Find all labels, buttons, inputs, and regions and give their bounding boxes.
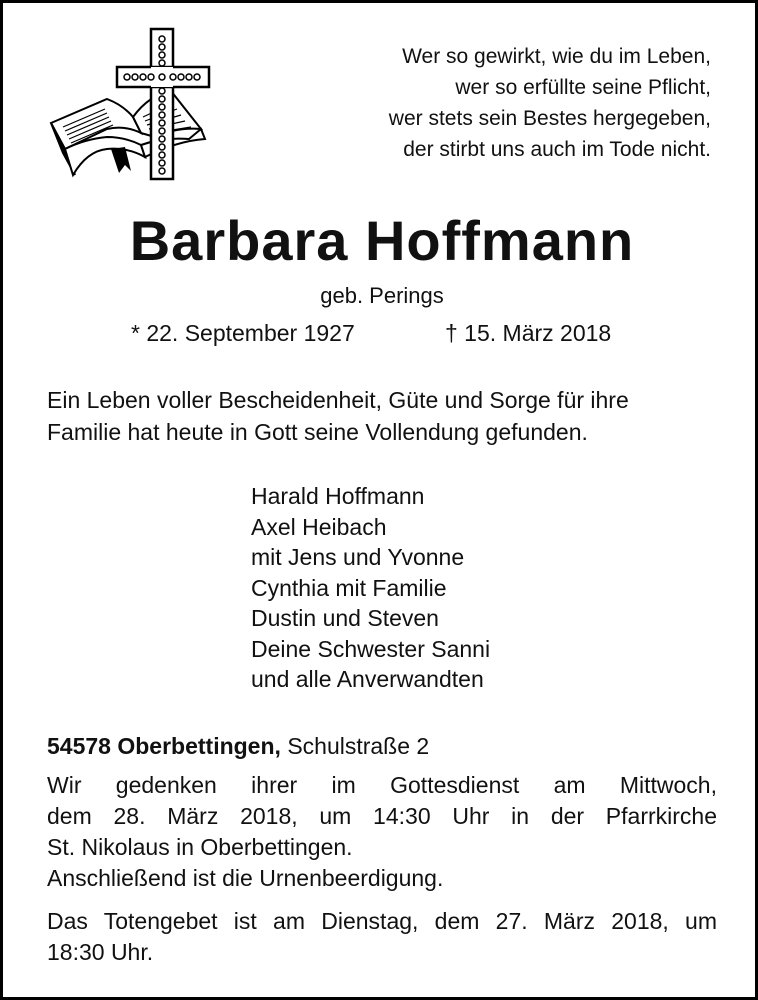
mourner: Harald Hoffmann: [251, 483, 425, 509]
memorial-poem: [389, 41, 711, 165]
mourning-address: [47, 731, 429, 761]
service-line: St. Nikolaus in Oberbettingen.: [47, 834, 353, 860]
service-line: dem 28. März 2018, um 14:30 Uhr in der Pfarrkirche: [47, 803, 717, 829]
service-info: [47, 770, 717, 894]
mourner: und alle Anverwandten: [251, 666, 484, 692]
poem-line: Wer so gewirkt, wie du im Leben,: [402, 45, 711, 68]
mourner: mit Jens und Yvonne: [251, 544, 465, 570]
intro-line: Ein Leben voller Bescheidenheit, Güte und Sorge für ihre: [47, 387, 629, 413]
prayer-line: Das Totengebet ist am Dienstag, dem 27. März 2018, um: [47, 908, 717, 934]
prayer-line: 18:30 Uhr.: [47, 939, 154, 965]
mourner: Deine Schwester Sanni: [251, 635, 491, 662]
deceased-name: Barbara Hoffmann: [129, 209, 635, 272]
prayer-info: [47, 906, 717, 968]
address-street: Schulstraße 2: [287, 733, 430, 759]
mourner: Cynthia mit Familie: [251, 574, 447, 601]
poem-line: wer so erfüllte seine Pflicht,: [455, 76, 711, 99]
mourner: Dustin und Steven: [251, 605, 439, 631]
intro-text: [47, 384, 719, 448]
cross-and-bible-icon: [45, 25, 215, 187]
service-line: Wir gedenken ihrer im Gottesdienst am Mittwoch,: [47, 772, 717, 798]
death-date: † 15. März 2018: [445, 320, 612, 346]
maiden-name: geb. Perings: [320, 283, 444, 308]
mourners-list: [251, 481, 490, 695]
service-line: Anschließend ist die Urnenbeerdigung.: [47, 865, 444, 891]
address-place: 54578 Oberbettingen,: [47, 733, 281, 759]
birth-date: * 22. September 1927: [131, 320, 355, 346]
intro-line: Familie hat heute in Gott seine Vollendung gefunden.: [47, 419, 588, 445]
poem-line: der stirbt uns auch im Tode nicht.: [403, 138, 711, 161]
mourner: Axel Heibach: [251, 513, 387, 540]
poem-line: wer stets sein Bestes hergegeben,: [388, 107, 711, 130]
